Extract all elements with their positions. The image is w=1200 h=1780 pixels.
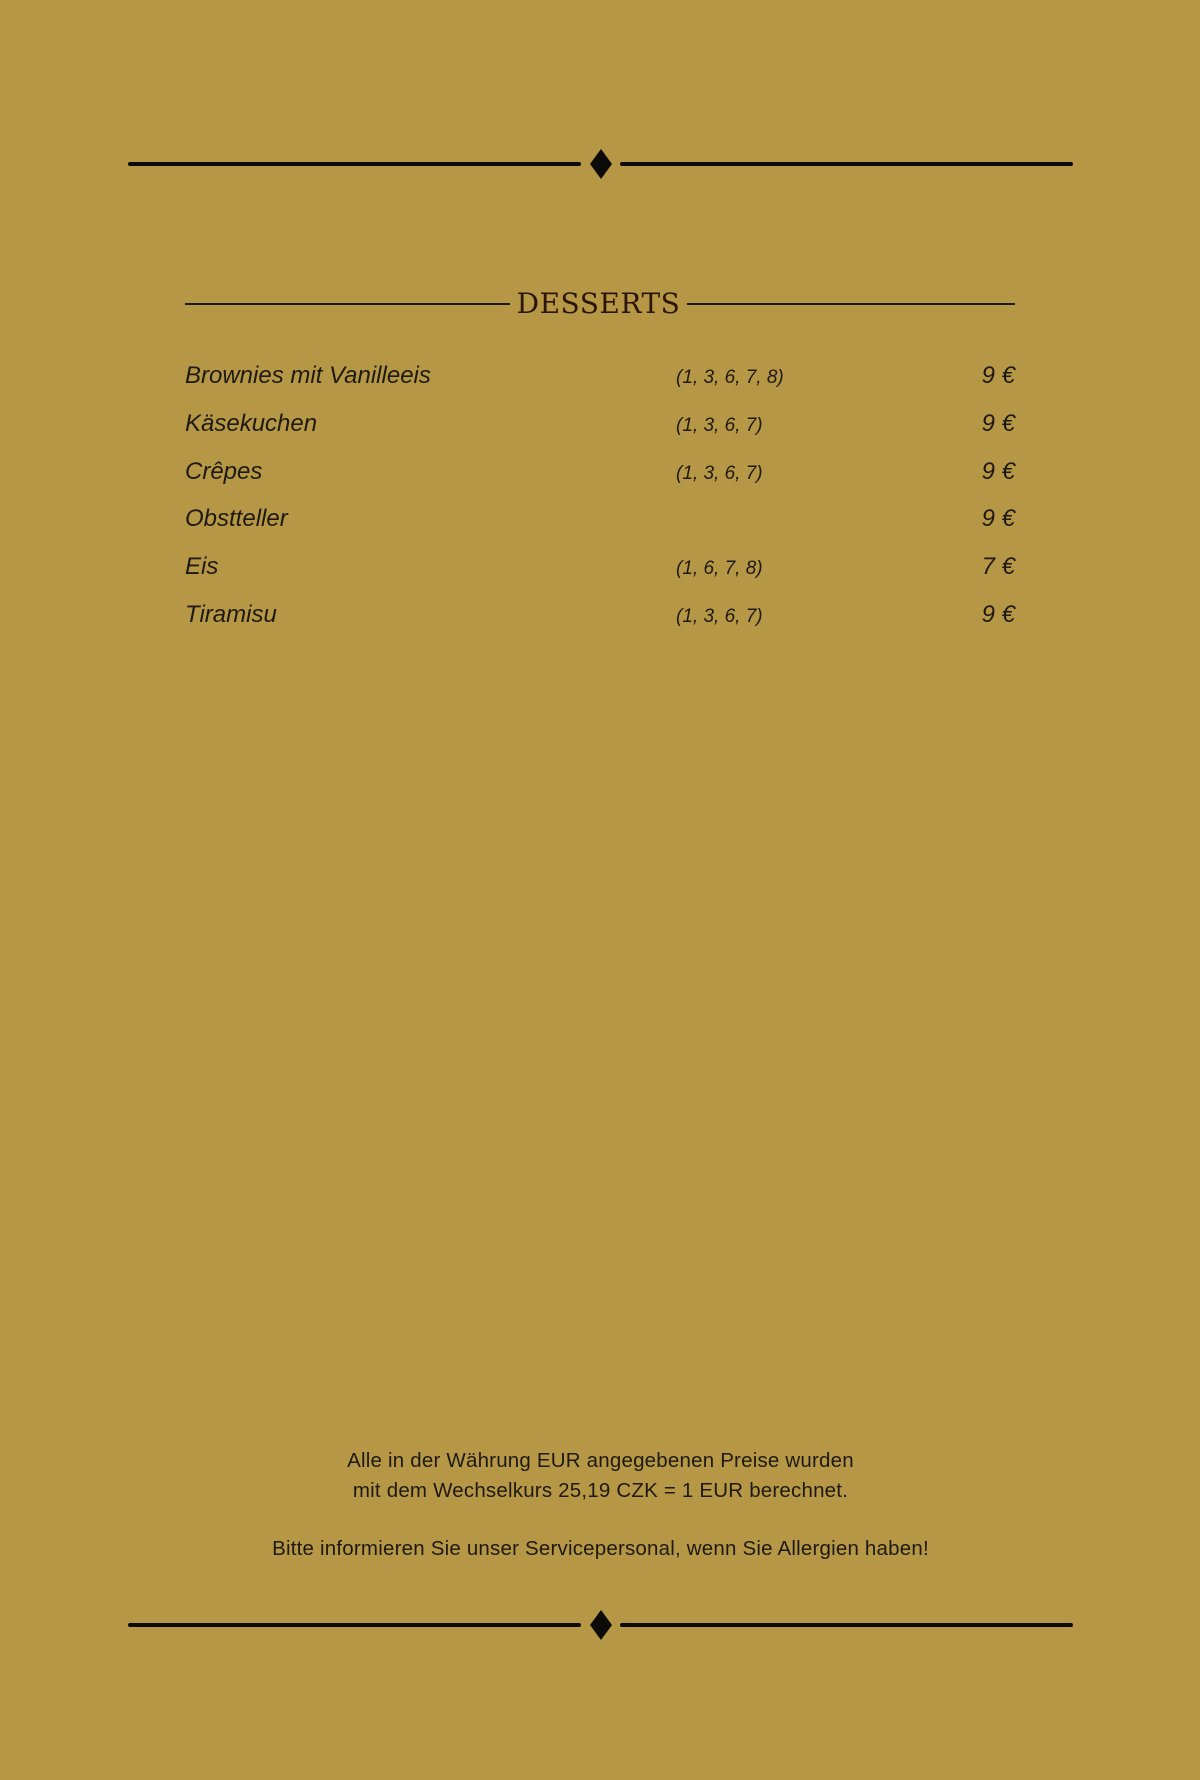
header-rule-left [185,303,510,305]
menu-item-allergens: (1, 3, 6, 7) [676,414,763,436]
dessert-menu-list [185,352,1015,639]
diamond-icon [590,149,612,179]
bottom-divider-right-line [620,1623,1073,1627]
footer-spacer [128,1506,1073,1534]
bottom-divider-left-line [128,1623,581,1627]
menu-item-allergens: (1, 3, 6, 7, 8) [676,367,784,388]
menu-item [185,591,1015,639]
top-divider-right-line [620,162,1073,166]
menu-item-price: 9 € [981,409,1015,437]
menu-item-price: 9 € [981,505,1015,533]
bottom-divider [128,1610,1073,1640]
diamond-icon [590,1610,612,1640]
menu-item [185,400,1015,448]
top-divider-left-line [128,162,581,166]
menu-item-price: 9 € [981,362,1015,389]
allergy-notice: Bitte informieren Sie unser Servicepersonal, wenn Sie Allergien haben! [272,1537,929,1560]
menu-item-name: Käsekuchen [185,409,318,437]
menu-item-allergens: (1, 6, 7, 8) [676,558,763,580]
currency-note-line-2: mit dem Wechselkurs 25,19 CZK = 1 EUR berechnet. [352,1479,849,1502]
footer-notes [128,1446,1073,1564]
top-divider [128,149,1073,179]
menu-item-allergens: (1, 3, 6, 7) [676,462,763,484]
menu-item-price: 9 € [981,457,1015,485]
menu-item-price: 7 € [981,553,1015,581]
menu-item-name: Obstteller [185,505,288,533]
currency-note-line-1: Alle in der Währung EUR angegebenen Preise wurden [347,1449,854,1472]
section-header [185,282,1015,326]
section-title: DESSERTS [516,287,681,320]
menu-item-allergens: (1, 3, 6, 7) [676,605,763,627]
menu-item [185,352,1015,400]
header-rule-right [687,303,1015,305]
menu-item-name: Brownies mit Vanilleeis [185,362,431,389]
menu-item-name: Eis [185,553,219,581]
menu-item [185,543,1015,591]
menu-item [185,448,1015,496]
menu-item-price: 9 € [981,600,1015,628]
menu-item-name: Crêpes [185,457,263,485]
menu-item-name: Tiramisu [185,600,277,628]
menu-item [185,495,1015,543]
